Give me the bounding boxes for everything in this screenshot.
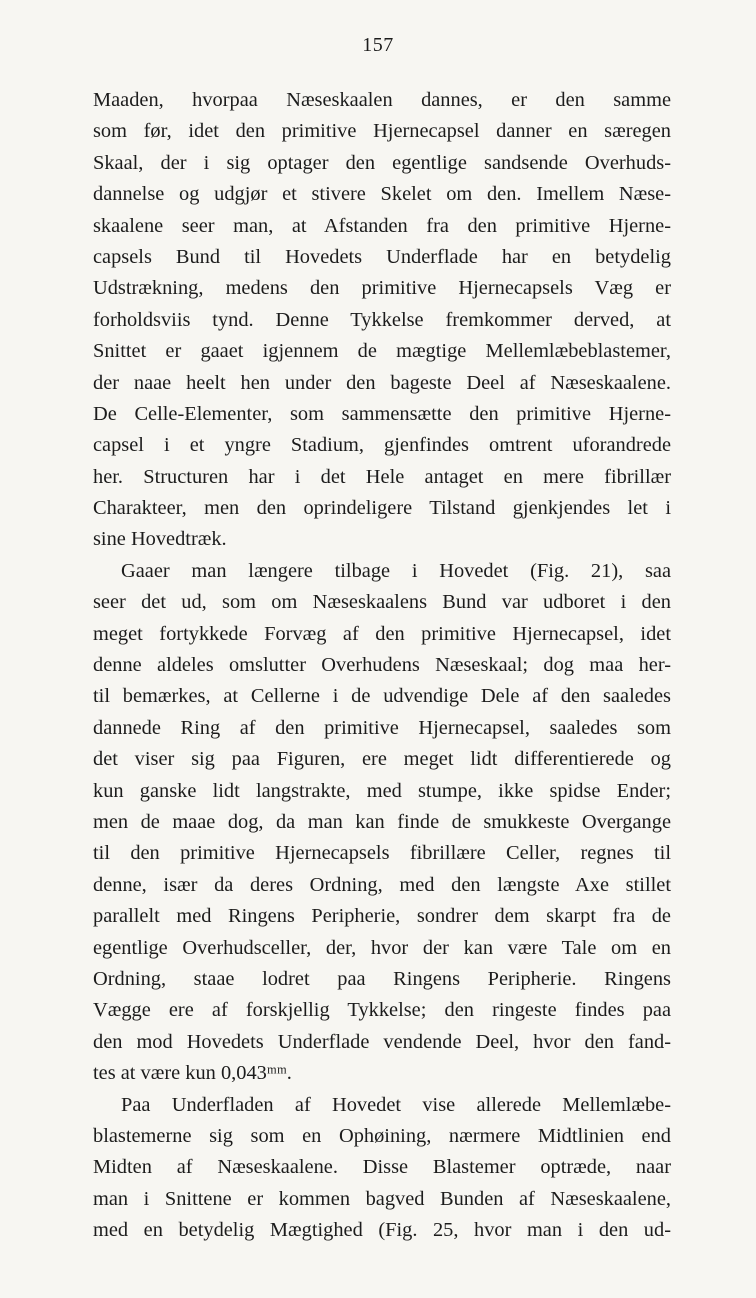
text-line: capsel i et yngre Stadium, gjenfindes omtrent uforandrede <box>93 434 671 457</box>
text-line: man i Snittene er kommen bagved Bunden af Næseskaalene, <box>93 1187 671 1210</box>
text-line: sine Hovedtræk. <box>93 528 227 551</box>
text-line: Charakteer, men den oprindeligere Tilstand gjenkjendes let i <box>93 497 671 520</box>
body-text <box>93 85 671 1246</box>
text-line: som før, idet den primitive Hjernecapsel danner en særegen <box>93 120 671 143</box>
text-line: Gaaer man længere tilbage i Hovedet (Fig. 21), saa <box>121 559 671 582</box>
text-line: meget fortykkede Forvæg af den primitive Hjernecapsel, idet <box>93 622 671 645</box>
text-line: dannelse og udgjør et stivere Skelet om den. Imellem Næse- <box>93 183 671 206</box>
text-line: Maaden, hvorpaa Næseskaalen dannes, er den samme <box>93 89 671 111</box>
page-number: 157 <box>362 34 394 56</box>
text-line: denne aldeles omslutter Overhudens Næseskaal; dog maa her- <box>93 654 671 677</box>
paragraph-3 <box>93 1090 671 1247</box>
text-line: Vægge ere af forskjellig Tykkelse; den ringeste findes paa <box>93 999 671 1022</box>
text-line: Ordning, staae lodret paa Ringens Peripherie. Ringens <box>93 967 671 990</box>
text-line: De Celle-Elementer, som sammensætte den primitive Hjerne- <box>93 402 671 425</box>
text-line: kun ganske lidt langstrakte, med stumpe, ikke spidse Ender; <box>93 779 671 802</box>
text-line: denne, især da deres Ordning, med den længste Axe stillet <box>93 873 671 896</box>
text-line: med en betydelig Mægtighed (Fig. 25, hvor man i den ud- <box>93 1219 671 1242</box>
paragraph-1 <box>93 85 671 556</box>
text-line: det viser sig paa Figuren, ere meget lidt differentierede og <box>93 748 671 771</box>
text-line: Snittet er gaaet igjennem de mægtige Mellemlæbeblastemer, <box>93 340 671 363</box>
text-line: til bemærkes, at Cellerne i de udvendige Dele af den saaledes <box>93 685 671 708</box>
text-line: forholdsviis tynd. Denne Tykkelse fremkommer derved, at <box>93 308 671 331</box>
text-line: dannede Ring af den primitive Hjernecapsel, saaledes som <box>93 716 671 739</box>
paragraph-2 <box>93 556 671 1090</box>
text-line: tes at være kun 0,043ᵐᵐ. <box>93 1062 292 1085</box>
text-line: Udstrækning, medens den primitive Hjernecapsels Væg er <box>93 277 671 300</box>
text-line: skaalene seer man, at Afstanden fra den primitive Hjerne- <box>93 214 671 237</box>
text-line: til den primitive Hjernecapsels fibrillære Celler, regnes til <box>93 842 671 865</box>
text-line: Paa Underfladen af Hovedet vise allerede Mellemlæbe- <box>121 1093 671 1116</box>
text-line: egentlige Overhudsceller, der, hvor der kan være Tale om en <box>93 936 671 959</box>
text-line: capsels Bund til Hovedets Underflade har en betydelig <box>93 245 671 268</box>
text-line: seer det ud, som om Næseskaalens Bund var udboret i den <box>93 591 671 614</box>
text-line: men de maae dog, da man kan finde de smukkeste Overgange <box>93 810 671 833</box>
text-line: parallelt med Ringens Peripherie, sondrer dem skarpt fra de <box>93 905 671 928</box>
text-line: Midten af Næseskaalene. Disse Blastemer optræde, naar <box>93 1156 671 1179</box>
text-line: den mod Hovedets Underflade vendende Deel, hvor den fand- <box>93 1030 671 1053</box>
text-line: Skaal, der i sig optager den egentlige sandsende Overhuds- <box>93 151 671 174</box>
text-line: her. Structuren har i det Hele antaget en mere fibrillær <box>93 465 671 488</box>
text-line: blastemerne sig som en Ophøining, nærmere Midtlinien end <box>93 1124 671 1147</box>
text-line: der naae heelt hen under den bageste Deel af Næseskaalene. <box>93 371 671 394</box>
